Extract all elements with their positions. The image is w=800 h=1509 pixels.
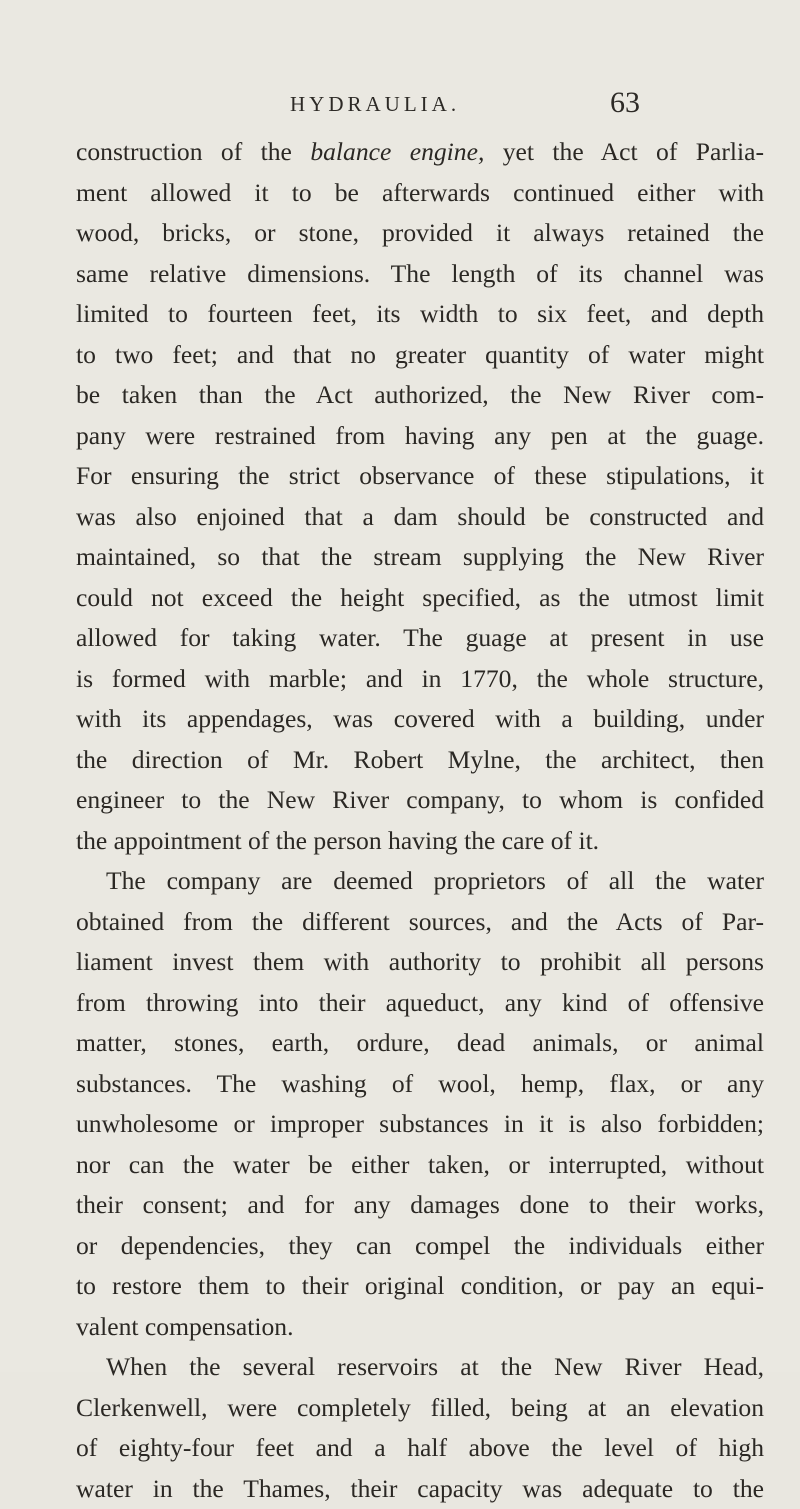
text-line [76, 1469, 764, 1509]
text-segment: with its appendages, was covered with a building, under [76, 704, 764, 733]
text-line [76, 780, 764, 821]
text-segment: of eighty-four feet and a half above the level of high [76, 1433, 764, 1462]
text-segment: unwholesome or improper substances in it is also forbidden; [76, 1109, 764, 1138]
italic-text: balance engine, [310, 137, 484, 166]
text-line [76, 254, 764, 295]
text-segment: Clerkenwell, were completely filled, being at an elevation [76, 1393, 764, 1422]
text-line [76, 1428, 764, 1469]
text-line [76, 902, 764, 943]
text-line [76, 1145, 764, 1186]
text-line [76, 335, 764, 376]
text-segment: yet the Act of Parlia- [484, 137, 764, 166]
text-line [76, 1266, 764, 1307]
text-line [76, 456, 764, 497]
text-line [76, 983, 764, 1024]
text-segment: ment allowed it to be afterwards continued either with [76, 178, 764, 207]
text-line [76, 1023, 764, 1064]
text-line [76, 213, 764, 254]
text-line [76, 659, 764, 700]
text-line [76, 861, 764, 902]
text-segment: matter, stones, earth, ordure, dead animals, or animal [76, 1028, 764, 1057]
text-segment: the direction of Mr. Robert Mylne, the architect, then [76, 745, 764, 774]
text-segment: be taken than the Act authorized, the New River com- [76, 380, 764, 409]
text-segment: same relative dimensions. The length of its channel was [76, 259, 764, 288]
text-segment: to restore them to their original condition, or pay an equi- [76, 1271, 764, 1300]
text-segment: liament invest them with authority to prohibit all persons [76, 947, 764, 976]
text-line [76, 942, 764, 983]
page-number: 63 [610, 86, 640, 120]
text-segment: from throwing into their aqueduct, any kind of offensive [76, 988, 764, 1017]
text-segment: their consent; and for any damages done to their works, [76, 1190, 764, 1219]
text-line [76, 294, 764, 335]
body-text [76, 132, 764, 1509]
text-line [76, 416, 764, 457]
text-segment: The company are deemed proprietors of all the water [106, 866, 764, 895]
text-segment: engineer to the New River company, to whom is confided [76, 785, 764, 814]
text-segment: For ensuring the strict observance of these stipulations, it [76, 461, 764, 490]
text-line [76, 699, 764, 740]
text-line [76, 1064, 764, 1105]
text-segment: allowed for taking water. The guage at present in use [76, 623, 764, 652]
text-segment: When the several reservoirs at the New River Head, [106, 1352, 764, 1381]
text-segment: to two feet; and that no greater quantity of water might [76, 340, 764, 369]
text-line [76, 618, 764, 659]
text-segment: wood, bricks, or stone, provided it always retained the [76, 218, 764, 247]
running-title: HYDRAULIA. [290, 92, 460, 117]
text-segment: maintained, so that the stream supplying the New River [76, 542, 764, 571]
text-line [76, 1307, 764, 1348]
text-line [76, 1347, 764, 1388]
text-segment: water in the Thames, their capacity was adequate to the [76, 1474, 764, 1503]
text-line [76, 821, 764, 862]
text-line [76, 132, 764, 173]
text-segment: the appointment of the person having the care of it. [76, 826, 599, 855]
text-segment: could not exceed the height specified, as the utmost limit [76, 583, 764, 612]
text-line [76, 1388, 764, 1429]
text-line [76, 497, 764, 538]
text-segment: limited to fourteen feet, its width to six feet, and depth [76, 299, 764, 328]
text-line [76, 1185, 764, 1226]
text-segment: substances. The washing of wool, hemp, flax, or any [76, 1069, 764, 1098]
text-segment: obtained from the different sources, and the Acts of Par- [76, 907, 764, 936]
text-line [76, 1226, 764, 1267]
text-line [76, 578, 764, 619]
text-line [76, 740, 764, 781]
text-segment: or dependencies, they can compel the individuals either [76, 1231, 764, 1260]
text-line [76, 375, 764, 416]
text-segment: was also enjoined that a dam should be constructed and [76, 502, 764, 531]
text-line [76, 537, 764, 578]
text-segment: nor can the water be either taken, or interrupted, without [76, 1150, 764, 1179]
text-segment: construction of the [76, 137, 310, 166]
text-segment: valent compensation. [76, 1312, 294, 1341]
text-segment: is formed with marble; and in 1770, the whole structure, [76, 664, 764, 693]
page-header [0, 86, 800, 126]
text-line [76, 173, 764, 214]
text-line [76, 1104, 764, 1145]
text-segment: pany were restrained from having any pen at the guage. [76, 421, 764, 450]
